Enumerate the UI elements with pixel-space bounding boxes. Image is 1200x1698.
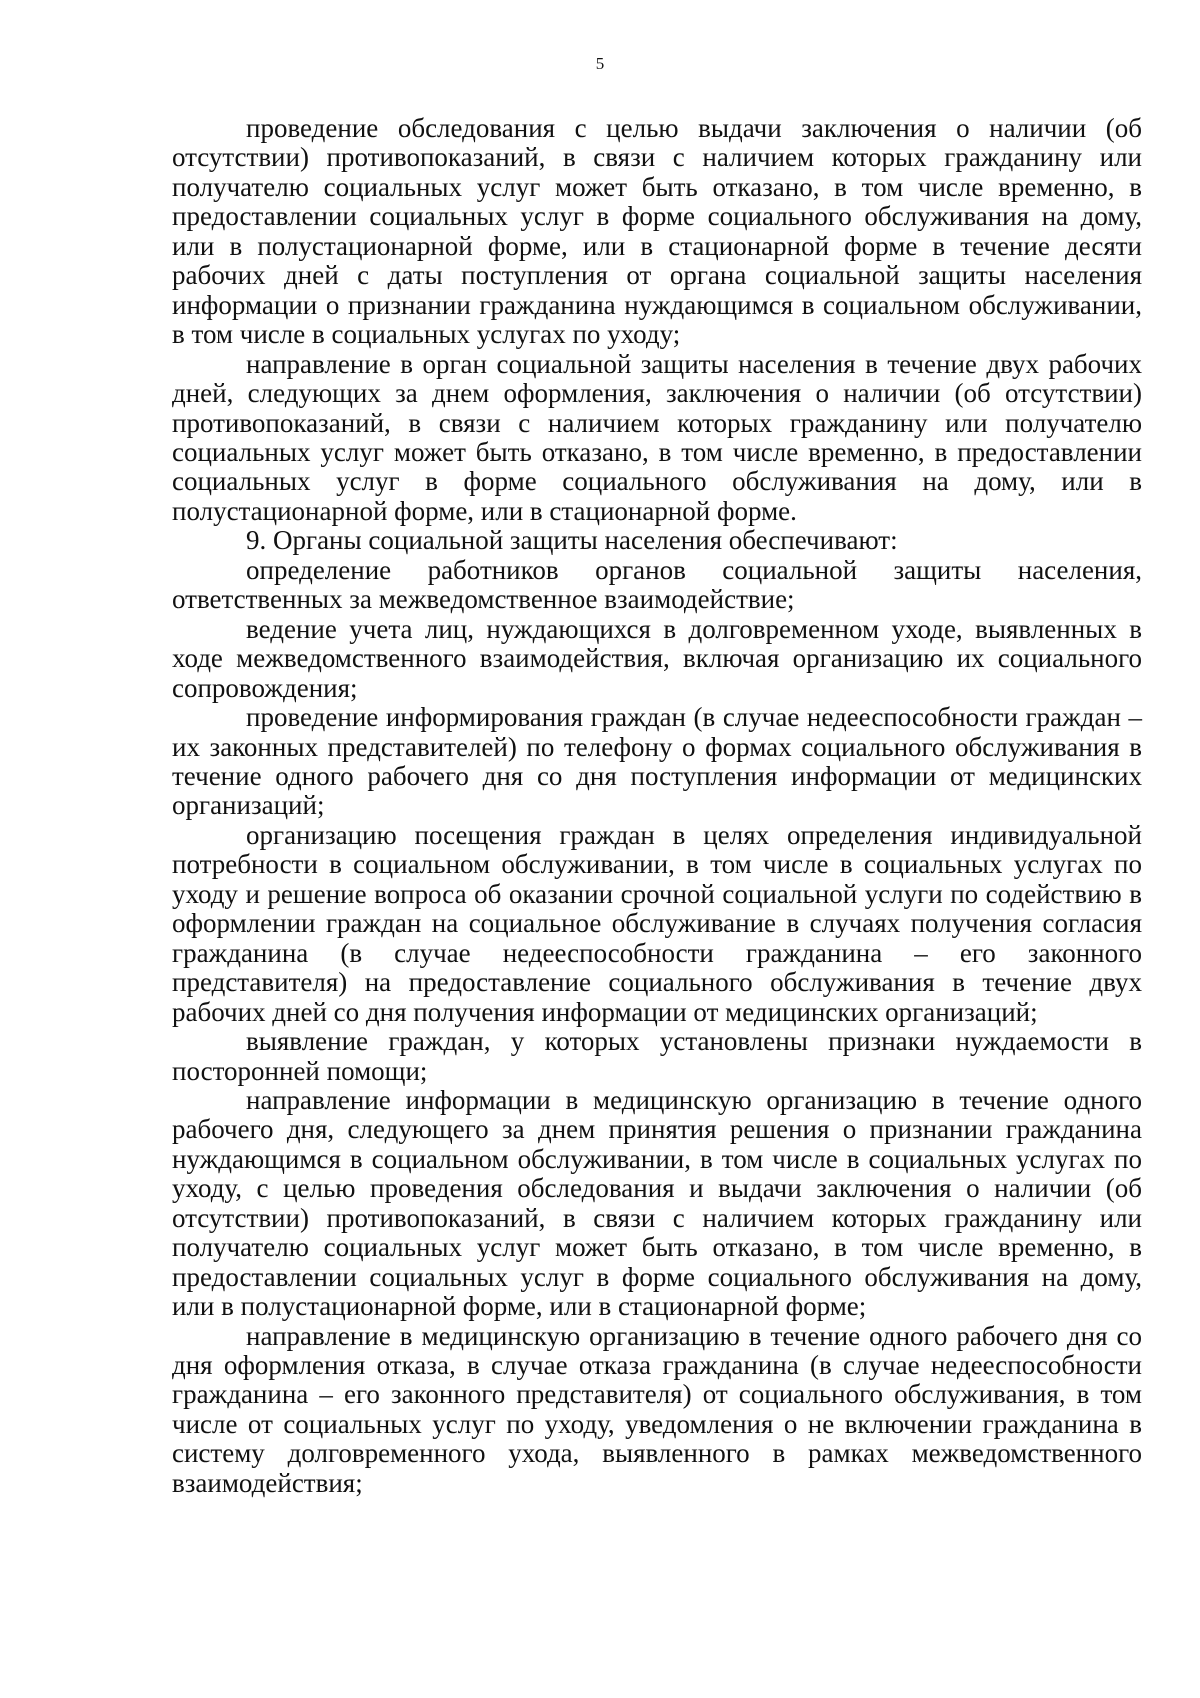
paragraph-registry: ведение учета лиц, нуждающихся в долговременном уходе, выявленных в ходе межведомственного взаимодействия, включая организацию их социального сопровождения;	[172, 613, 1142, 703]
paragraph-send-information: направление информации в медицинскую организацию в течение одного рабочего дня, следующего за днем принятия решения о признании гражданина нуждающимся в социальном обслуживании, в том числе в социальных услугах по уходу, с целью проведения обследования и выдачи заключения о наличии (об отсутствии) противопоказаний, в связи с наличием которых гражданину или получателю социальных услуг может быть отказано, в том числе временно, в предоставлении социальных услуг в форме социального обслуживания на дому, или в полустационарной форме, или в стационарной форме;	[172, 1084, 1142, 1322]
document-body	[172, 114, 1142, 1498]
section-9-heading: 9. Органы социальной защиты населения обеспечивают:	[246, 525, 898, 556]
paragraph-identification: выявление граждан, у которых установлены признаки нуждаемости в посторонней помощи;	[172, 1026, 1142, 1086]
paragraph-informing: проведение информирования граждан (в случае недееспособности граждан – их законных представителей) по телефону о формах социального обслуживания в течение одного рабочего дня со дня поступления информации от медицинских организаций;	[172, 702, 1142, 821]
paragraph-responsible-staff: определение работников органов социальной защиты населения, ответственных за межведомственное взаимодействие;	[172, 554, 1142, 615]
paragraph-examination: проведение обследования с целью выдачи заключения о наличии (об отсутствии) противопоказаний, в связи с наличием которых гражданину или получателю социальных услуг может быть отказано, в том числе временно, в предоставлении социальных услуг в форме социального обслуживания на дому, или в полустационарной форме, или в стационарной форме в течение десяти рабочих дней с даты поступления от органа социальной защиты населения информации о признании гражданина нуждающимся в социальном обслуживании, в том числе в социальных услугах по уходу;	[172, 113, 1142, 350]
paragraph-refusal-notice: направление в медицинскую организацию в течение одного рабочего дня со дня оформления отказа, в случае отказа гражданина (в случае недееспособности гражданина – его законного представителя) от социального обслуживания, в том числе от социальных услуг по уходу, уведомления о не включении гражданина в систему долговременного ухода, выявленного в рамках межведомственного взаимодействия;	[172, 1320, 1142, 1498]
paragraph-send-conclusion: направление в орган социальной защиты населения в течение двух рабочих дней, следующих за днем оформления, заключения о наличии (об отсутствии) противопоказаний, в связи с наличием которых гражданину или получателю социальных услуг может быть отказано, в том числе временно, в предоставлении социальных услуг в форме социального обслуживания на дому, или в полустационарной форме, или в стационарной форме.	[172, 348, 1142, 526]
page-number: 5	[595, 54, 605, 73]
paragraph-visits: организацию посещения граждан в целях определения индивидуальной потребности в социальном обслуживании, в том числе в социальных услугах по уходу и решение вопроса об оказании срочной социальной услуги по содействию в оформлении граждан на социальное обслуживание в случаях получения согласия гражданина (в случае недееспособности гражданина – его законного представителя) на предоставление социального обслуживания в течение двух рабочих дней со дня получения информации от медицинских организаций;	[172, 819, 1142, 1027]
